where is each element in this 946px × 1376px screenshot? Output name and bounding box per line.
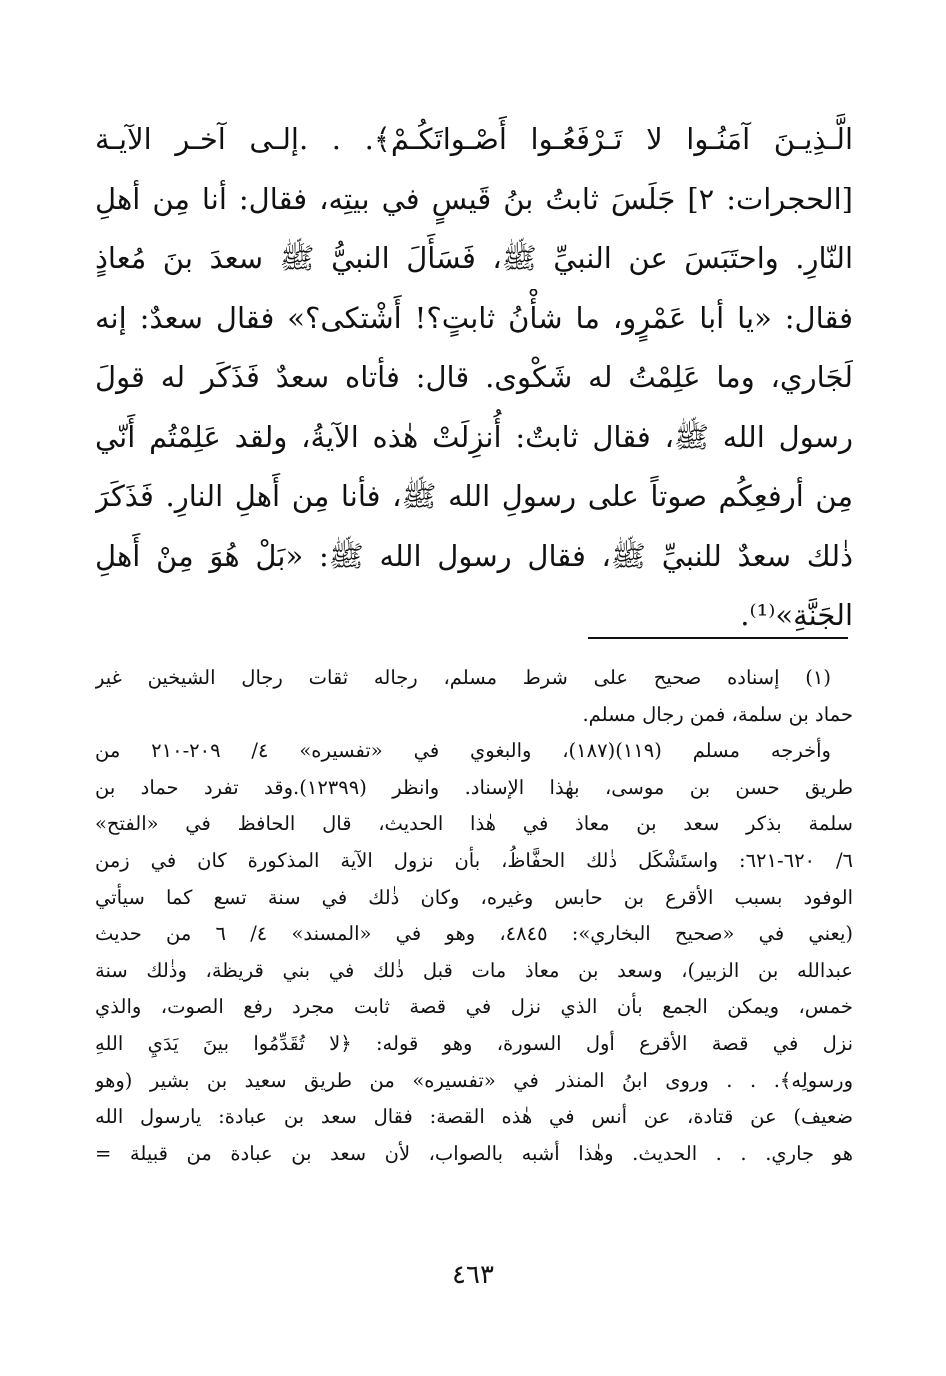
footnote-line: سلمة بذكر سعد بن معاذ في هٰذا الحديث، قال الحافظ في «الفتح» [95, 812, 853, 836]
footnote-line: ضعيف) عن قتادة، عن أنس في هٰذه القصة: فقال سعد بن عبادة: يارسول الله [95, 1105, 853, 1129]
main-text-line: رسول الله ﷺ، فقال ثابتٌ: أُنزِلَتْ هٰذه الآيةُ، ولقد عَلِمْتُم أَنّي [95, 419, 853, 454]
footnotes-block [95, 660, 853, 1172]
page-number: ٤٦٣ [452, 1260, 494, 1290]
footnote-divider [588, 637, 848, 639]
main-text-line: ذٰلك سعدٌ للنبيِّ ﷺ، فقال رسول الله ﷺ: «بَلْ هُوَ مِنْ أَهلِ [95, 538, 853, 573]
footnote-line: نزل في قصة الأقرع أول السورة، وهو قوله: ﴿لا تُقَدِّمُوا بينَ يَدَيِ اللهِ [95, 1031, 853, 1055]
footnote-line: الوفود بسبب الأقرع بن حابس وغيره، وكان ذٰلك في سنة تسع كما سيأتي [95, 885, 853, 909]
main-text-line: الَّـذِيـنَ آمَنُـوا لا تَـرْفَعُـوا أَصْـواتَكُـمْ﴾. . .إلـى آخـر الآيـة [95, 122, 853, 156]
footnote-line: وأخرجه مسلم (١١٩)(١٨٧)، والبغوي في «تفسيره» ٤/ ٢٠٩-٢١٠ من [95, 739, 831, 763]
main-text-line: مِن أرفعِكُم صوتاً على رسولِ الله ﷺ، فأنا مِن أَهلِ النارِ. فَذَكَرَ [95, 479, 853, 513]
footnote-line: ٦/ ٦٢٠-٦٢١: واستَشْكَل ذٰلك الحفَّاظُ، بأن نزول الآية المذكورة كان في زمن [95, 848, 853, 872]
main-text-block [95, 110, 853, 646]
footnote-line: (١) إسناده صحيح على شرط مسلم، رجاله ثقات رجال الشيخين غير [95, 666, 831, 689]
footnote-line: خمس، ويمكن الجمع بأن الذي نزل في قصة ثابت مجرد رفع الصوت، والذي [95, 995, 853, 1019]
footnote-line: طريق حسن بن موسى، بهٰذا الإسناد. وانظر (١٢٣٩٩).وقد تفرد حماد بن [95, 775, 853, 799]
footnote-line: عبدالله بن الزبير)، وسعد بن معاذ مات قبل ذٰلك في بني قريظة، وذٰلك سنة [95, 958, 853, 982]
main-text-line: النّارِ. واحتَبَسَ عن النبيِّ ﷺ، فَسَأَلَ النبيُّ ﷺ سعدَ بنَ مُعاذٍ [95, 241, 853, 275]
footnote-line: حماد بن سلمة، فمن رجال مسلم. [582, 702, 853, 726]
main-text-line: لَجَاري، وما عَلِمْتُ له شَكْوى. قال: فأتاه سعدٌ فَذَكَر له قولَ [95, 360, 853, 394]
main-text-line: الجَنَّةِ»⁽¹⁾. [740, 598, 853, 632]
main-text-line: [الحجرات: ٢] جَلَسَ ثابتُ بنُ قَيسٍ في بيتِه، فقال: أنا مِن أهلِ [95, 181, 853, 216]
footnote-line: (يعني في «صحيح البخاري»: ٤٨٤٥، وهو في «المسند» ٤/ ٦ من حديث [95, 922, 853, 946]
footnote-line: هو جاري. . . الحديث. وهٰذا أشبه بالصواب، لأن سعد بن عبادة من قبيلة = [95, 1141, 853, 1165]
footnote-line: ورسولِه﴾. . . وروى ابنُ المنذر في «تفسيره» من طريق سعيد بن بشير (وهو [95, 1068, 853, 1092]
main-text-line: فقال: «يا أبا عَمْرٍو، ما شأْنُ ثابتٍ؟! أَشْتكى؟» فقال سعدٌ: إنه [95, 300, 853, 335]
